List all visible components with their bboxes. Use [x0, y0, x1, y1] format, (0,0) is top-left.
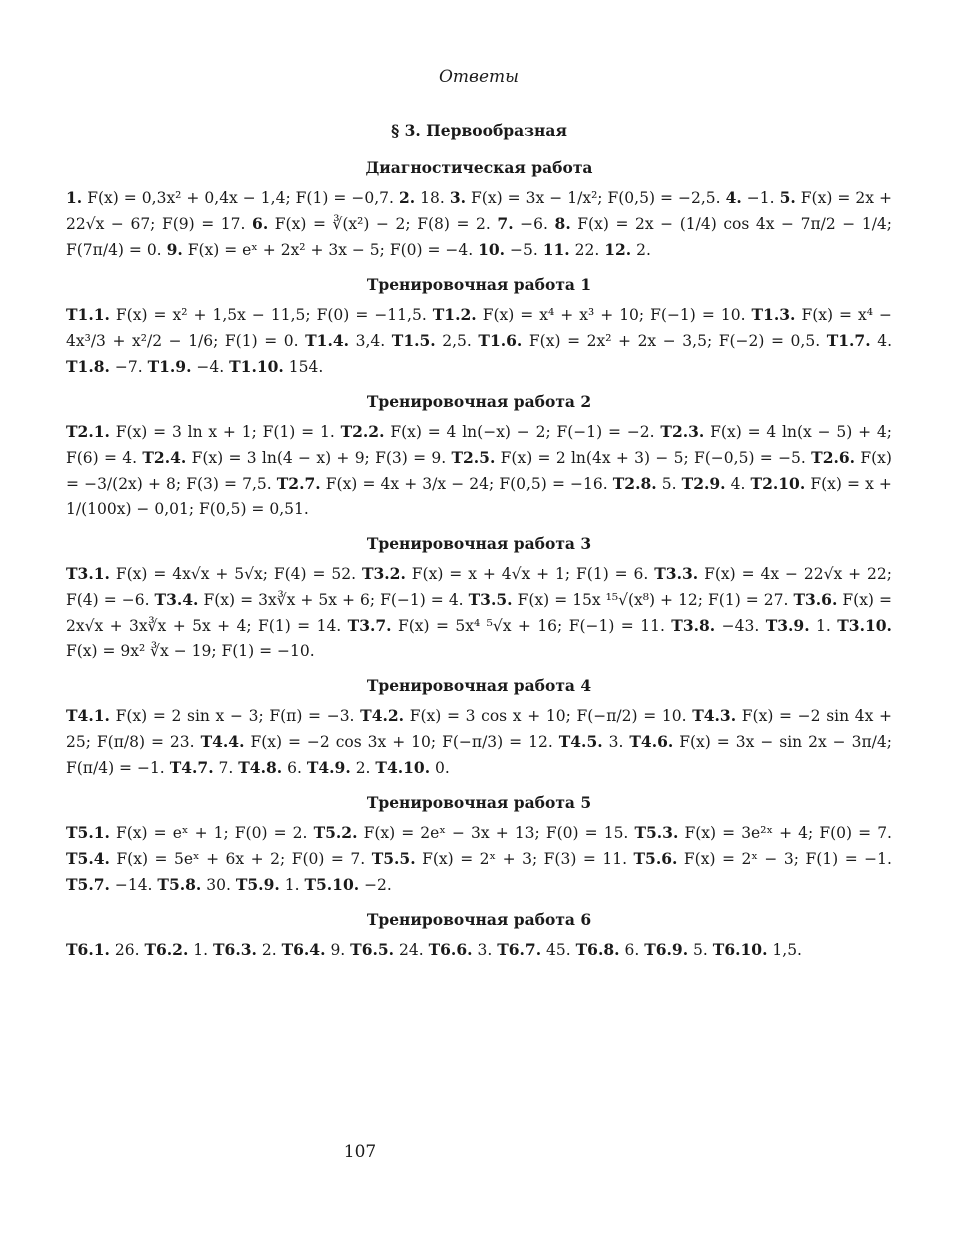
answer-number: Т2.6. [811, 448, 856, 467]
answer-number: Т5.9. [235, 875, 280, 894]
answer-number: 11. [542, 240, 570, 259]
answer-text: 3. [608, 733, 624, 751]
answer-text: 2. [636, 241, 651, 259]
answer-number: Т3.9. [765, 616, 810, 635]
answer-item [634, 850, 892, 868]
answer-text: F(x) = 9x² ∛x − 19; F(1) = −10. [66, 642, 315, 660]
answer-item [559, 733, 624, 751]
answer-number: 5. [779, 188, 796, 207]
block-title: Тренировочная работа 3 [366, 534, 592, 553]
answer-item [713, 941, 802, 959]
answer-item [277, 475, 608, 493]
answer-text: F(x) = 3 cos x + 10; F(−π/2) = 10. [409, 707, 687, 725]
answer-text: F(x) = 2 ln(4x + 3) − 5; F(−0,5) = −5. [500, 449, 806, 467]
answer-item [497, 941, 571, 959]
answer-item [429, 941, 493, 959]
answer-number: Т2.9. [681, 474, 726, 493]
answer-text: F(x) = 2x√x + 3x∛x + 5x + 4; F(1) = 14. [66, 591, 892, 635]
answer-number: Т3.1. [66, 564, 110, 583]
answer-item [66, 707, 354, 725]
answer-text: F(x) = eˣ + 2x² + 3x − 5; F(0) = −4. [187, 241, 474, 259]
answer-text: F(x) = 4x + 3/x − 24; F(0,5) = −16. [325, 475, 608, 493]
answer-number: Т6.2. [144, 940, 189, 959]
answer-number: Т6.4. [281, 940, 326, 959]
answer-text: F(x) = 4x − 22√x + 22; F(4) = −6. [66, 565, 893, 609]
answer-number: Т3.8. [671, 616, 716, 635]
answer-item [66, 565, 356, 583]
answer-item [450, 189, 721, 207]
answer-item [827, 332, 892, 350]
answer-item [66, 824, 307, 842]
answer-item [201, 733, 553, 751]
answer-text: F(x) = ∛(x²) − 2; F(8) = 2. [274, 215, 491, 233]
answer-list [66, 703, 892, 781]
answer-item [478, 332, 820, 350]
answer-item [604, 241, 651, 259]
answer-text: 4. [877, 332, 892, 350]
block-title: Диагностическая работа [365, 158, 593, 177]
answer-item [392, 332, 472, 350]
answer-text: F(x) = x⁴ + x³ + 10; F(−1) = 10. [482, 306, 746, 324]
answer-item [155, 591, 464, 609]
answer-number: Т5.3. [634, 823, 679, 842]
answer-text: F(x) = 2 sin x − 3; F(π) = −3. [115, 707, 355, 725]
answer-item [671, 617, 759, 635]
answer-text: F(x) = 5x⁴ ⁵√x + 16; F(−1) = 11. [398, 617, 665, 635]
answer-number: Т1.2. [432, 305, 477, 324]
answer-number: Т4.5. [558, 732, 603, 751]
answer-item [66, 358, 143, 376]
answer-text: 2,5. [442, 332, 472, 350]
answer-number: Т6.10. [712, 940, 768, 959]
answer-text: 5. [661, 475, 677, 493]
answer-item [66, 850, 365, 868]
answer-text: 22. [574, 241, 600, 259]
answer-number: 3. [449, 188, 467, 207]
answer-text: F(x) = 4 ln(−x) − 2; F(−1) = −2. [390, 423, 655, 441]
answer-item [543, 241, 600, 259]
answer-number: Т5.10. [304, 875, 360, 894]
page-number: 107 [343, 1142, 377, 1162]
answer-item [252, 215, 491, 233]
answer-text: 1. [284, 876, 300, 894]
answer-text: F(x) = 3x − sin 2x − 3π/4; F(π/4) = −1. [66, 733, 892, 777]
answer-item [167, 241, 474, 259]
answer-number: Т4.1. [66, 706, 110, 725]
answer-item [341, 423, 655, 441]
answer-list [66, 820, 892, 898]
answer-number: Т3.2. [361, 564, 406, 583]
answer-text: 4. [730, 475, 746, 493]
answer-number: Т2.5. [451, 448, 496, 467]
answer-number: Т4.8. [238, 758, 283, 777]
answer-item [362, 565, 648, 583]
answer-number: Т1.5. [391, 331, 436, 350]
answer-text: 26. [114, 941, 140, 959]
block-title: Тренировочная работа 2 [366, 392, 592, 411]
answer-text: F(x) = x² + 1,5x − 11,5; F(0) = −11,5. [115, 306, 427, 324]
answer-number: Т5.1. [66, 823, 110, 842]
answer-number: Т3.10. [837, 616, 892, 635]
answer-text: F(x) = eˣ + 1; F(0) = 2. [116, 824, 308, 842]
answer-text: F(x) = 2ˣ + 3; F(3) = 11. [422, 850, 628, 868]
answer-number: Т3.6. [793, 590, 838, 609]
answer-item [314, 824, 629, 842]
answer-item [348, 617, 665, 635]
answer-text: F(x) = 4x√x + 5√x; F(4) = 52. [115, 565, 357, 583]
answer-text: F(x) = 2x − (1/4) cos 4x − 7π/2 − 1/4; F(7π/4) = 0. [66, 215, 893, 259]
answer-item [399, 189, 445, 207]
answer-item [66, 423, 335, 441]
answer-text: F(x) = 2x + 22√x − 67; F(9) = 17. [66, 189, 892, 233]
answer-item [157, 876, 231, 894]
answer-item [148, 358, 225, 376]
answer-list [66, 419, 892, 522]
answer-item [144, 941, 208, 959]
answer-item [282, 941, 346, 959]
answer-item [66, 876, 152, 894]
answer-number: Т2.2. [340, 422, 385, 441]
answer-text: −1. [746, 189, 775, 207]
answer-text: 6. [287, 759, 302, 777]
answer-item [634, 824, 892, 842]
answer-item [375, 759, 449, 777]
answer-item [576, 941, 640, 959]
answer-list [66, 185, 892, 263]
answer-item [236, 876, 300, 894]
answer-text: 9. [330, 941, 346, 959]
answer-number: Т6.8. [575, 940, 620, 959]
answer-number: 6. [252, 214, 269, 233]
answer-text: F(x) = −3/(2x) + 8; F(3) = 7,5. [66, 449, 892, 493]
answer-text: F(x) = 3 ln x + 1; F(1) = 1. [115, 423, 335, 441]
answer-text: 7. [218, 759, 234, 777]
answer-item [613, 475, 677, 493]
answer-number: Т4.4. [200, 732, 245, 751]
answer-number: 12. [604, 240, 632, 259]
block-title: Тренировочная работа 4 [366, 676, 592, 695]
answer-number: Т4.6. [629, 732, 674, 751]
answer-text: F(x) = 4 ln(x − 5) + 4; F(6) = 4. [66, 423, 893, 467]
answer-list [66, 302, 892, 380]
answer-number: Т3.7. [347, 616, 392, 635]
answer-text: F(x) = 3x∛x + 5x + 6; F(−1) = 4. [203, 591, 464, 609]
answer-number: Т6.7. [497, 940, 542, 959]
answer-item [213, 941, 277, 959]
answer-number: Т6.1. [66, 940, 110, 959]
answer-item [304, 876, 391, 894]
answer-number: Т5.7. [66, 875, 110, 894]
answer-text: 2. [355, 759, 371, 777]
answer-number: Т4.9. [306, 758, 351, 777]
answer-text: F(x) = x + 1/(100x) − 0,01; F(0,5) = 0,51. [66, 475, 892, 518]
answer-text: 1. [816, 617, 831, 635]
answer-number: Т5.2. [313, 823, 358, 842]
answer-number: Т6.3. [213, 940, 257, 959]
answer-number: Т1.6. [478, 331, 523, 350]
answer-item [229, 358, 323, 376]
answer-number: Т1.4. [305, 331, 350, 350]
answer-number: Т1.1. [66, 305, 110, 324]
answer-text: F(x) = x + 4√x + 1; F(1) = 6. [411, 565, 649, 583]
answer-number: Т6.5. [350, 940, 395, 959]
answer-number: Т3.4. [154, 590, 199, 609]
answer-item [66, 189, 394, 207]
answer-list [66, 561, 892, 664]
answer-item [478, 241, 538, 259]
answer-text: 45. [546, 941, 571, 959]
answer-item [726, 189, 775, 207]
answer-number: Т2.8. [612, 474, 657, 493]
answer-number: Т4.3. [692, 706, 737, 725]
block-title: Тренировочная работа 6 [366, 910, 592, 929]
answer-number: Т5.6. [633, 849, 678, 868]
answer-text: 3,4. [355, 332, 386, 350]
answer-number: Т4.10. [375, 758, 431, 777]
answer-number: Т2.7. [276, 474, 321, 493]
answer-text: −14. [114, 876, 153, 894]
answer-text: F(x) = −2 sin 4x + 25; F(π/8) = 23. [66, 707, 893, 751]
answer-text: 24. [399, 941, 424, 959]
answer-item [644, 941, 708, 959]
answer-item [305, 332, 385, 350]
answer-number: Т2.10. [750, 474, 806, 493]
answer-number: Т3.5. [468, 590, 513, 609]
answer-item [66, 306, 427, 324]
answer-text: −43. [721, 617, 760, 635]
answer-number: 7. [497, 214, 514, 233]
answer-text: 5. [693, 941, 708, 959]
answer-number: Т5.4. [66, 849, 110, 868]
answer-item [469, 591, 789, 609]
answer-text: F(x) = 3x − 1/x²; F(0,5) = −2,5. [471, 189, 721, 207]
answer-text: −6. [520, 215, 548, 233]
answer-item [360, 707, 686, 725]
answer-item [142, 449, 446, 467]
answer-item [433, 306, 746, 324]
answer-number: Т1.3. [751, 305, 796, 324]
answer-text: 1,5. [772, 941, 802, 959]
answer-item [238, 759, 302, 777]
answer-number: 4. [725, 188, 742, 207]
answer-number: Т2.3. [660, 422, 705, 441]
answer-number: Т4.7. [169, 758, 214, 777]
running-head: Ответы [439, 67, 519, 87]
answer-text: 6. [624, 941, 640, 959]
answer-text: F(x) = 0,3x² + 0,4x − 1,4; F(1) = −0,7. [87, 189, 394, 207]
answer-text: −4. [196, 358, 225, 376]
answer-number: Т6.6. [428, 940, 473, 959]
answer-text: F(x) = 2x² + 2x − 3,5; F(−2) = 0,5. [528, 332, 821, 350]
answer-text: 18. [420, 189, 445, 207]
answer-text: F(x) = 3 ln(4 − x) + 9; F(3) = 9. [191, 449, 447, 467]
answer-text: 3. [477, 941, 493, 959]
block-title: Тренировочная работа 5 [366, 793, 592, 812]
answer-item [350, 941, 424, 959]
answer-item [497, 215, 548, 233]
answer-number: Т5.8. [157, 875, 202, 894]
answer-item [766, 617, 831, 635]
answer-number: Т1.10. [229, 357, 284, 376]
answer-list [66, 937, 892, 963]
answer-text: F(x) = 15x ¹⁵√(x⁸) + 12; F(1) = 27. [517, 591, 789, 609]
answer-number: 8. [554, 214, 571, 233]
section-title: § 3. Первообразная [391, 121, 567, 140]
answer-text: −2. [364, 876, 392, 894]
answer-item [451, 449, 805, 467]
answer-item [372, 850, 627, 868]
answer-number: 2. [398, 188, 416, 207]
answer-number: Т6.9. [644, 940, 689, 959]
answer-item [682, 475, 746, 493]
answer-text: 30. [206, 876, 231, 894]
page-body [66, 60, 892, 963]
answer-text: −7. [114, 358, 143, 376]
answer-item [307, 759, 371, 777]
answer-number: Т2.1. [66, 422, 110, 441]
answer-text: 0. [435, 759, 450, 777]
answer-text: −5. [510, 241, 538, 259]
answer-text: F(x) = 2ˣ − 3; F(1) = −1. [683, 850, 892, 868]
answer-text: F(x) = x⁴ − 4x³/3 + x²/2 − 1/6; F(1) = 0. [66, 306, 892, 350]
answer-text: F(x) = 5eˣ + 6x + 2; F(0) = 7. [116, 850, 366, 868]
answer-number: 1. [66, 188, 83, 207]
answer-text: F(x) = 3e²ˣ + 4; F(0) = 7. [684, 824, 892, 842]
answer-text: 154. [288, 358, 324, 376]
answer-number: Т5.5. [371, 849, 416, 868]
answer-number: Т3.3. [654, 564, 699, 583]
answer-text: F(x) = −2 cos 3x + 10; F(−π/3) = 12. [250, 733, 553, 751]
answer-number: Т4.2. [360, 706, 405, 725]
answer-number: Т1.9. [147, 357, 192, 376]
answer-number: Т2.4. [142, 448, 187, 467]
answer-number: Т1.7. [826, 331, 871, 350]
answer-text: 2. [261, 941, 277, 959]
answer-text: 1. [193, 941, 209, 959]
answer-text: F(x) = 2eˣ − 3x + 13; F(0) = 15. [363, 824, 629, 842]
answer-item [170, 759, 234, 777]
answer-number: 9. [166, 240, 183, 259]
block-title: Тренировочная работа 1 [366, 275, 592, 294]
answer-item [66, 941, 140, 959]
answer-number: Т1.8. [66, 357, 110, 376]
answer-blocks [66, 158, 892, 963]
answer-number: 10. [478, 240, 506, 259]
